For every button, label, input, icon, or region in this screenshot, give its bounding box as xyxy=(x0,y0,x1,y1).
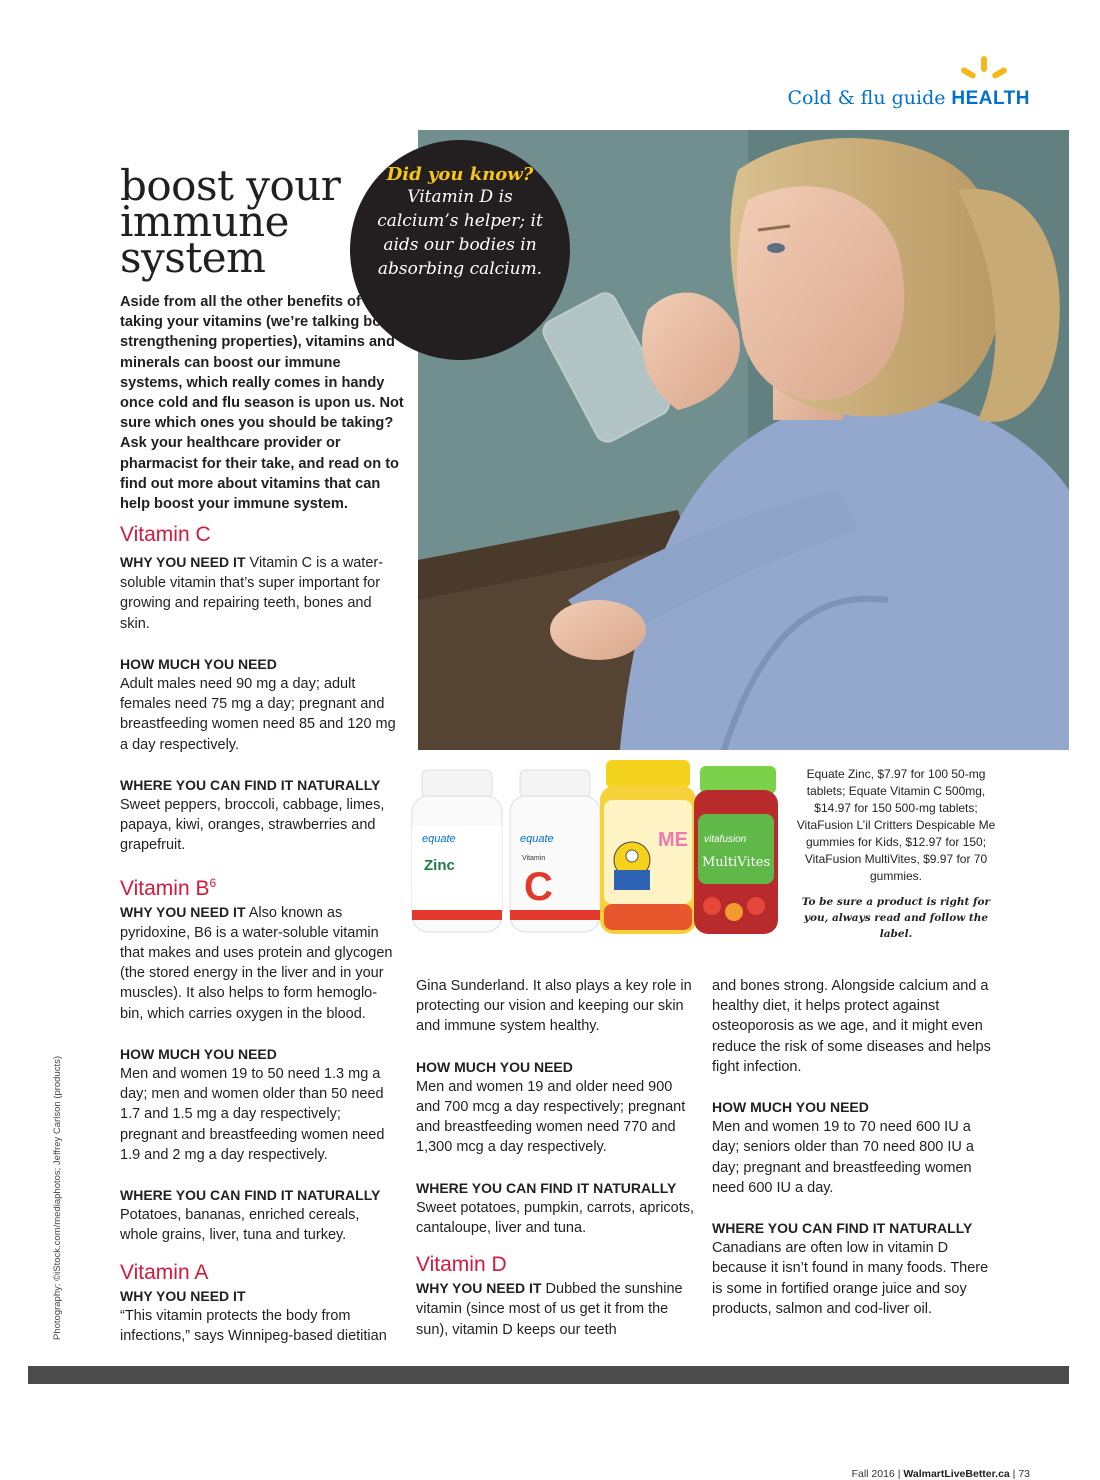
column-3 xyxy=(712,976,992,1319)
why-label: WHY YOU NEED IT xyxy=(120,903,246,920)
vitamin-c-why xyxy=(120,552,400,634)
photo-credit: Photography: ©iStock.com/mediaphotos; Jeffrey Carlson (products) xyxy=(52,1055,63,1340)
me-label: ME xyxy=(658,829,688,851)
where-label: WHERE YOU CAN FIND IT NATURALLY xyxy=(416,1179,677,1196)
vitamin-b6-how: Men and women 19 to 50 need 1.3 mg a day; men and women older than 50 need 1.7 and 1.5 mg a day respectively; pregnant and breastfeeding women need 1.9 and 2 mg a day respectively. xyxy=(120,1066,385,1163)
why-label: WHY YOU NEED IT xyxy=(416,1280,542,1297)
title-line: system xyxy=(120,233,266,282)
c-brand: equate xyxy=(520,833,554,845)
zinc-brand: equate xyxy=(422,833,456,845)
despicable-me-bottle xyxy=(600,760,696,934)
how-label: HOW MUCH YOU NEED xyxy=(120,655,277,672)
vitamin-b6-why xyxy=(120,902,400,1024)
issue-label: Fall 2016 xyxy=(851,1468,895,1480)
vitamin-a-why-continued: Gina Sunderland. It also plays a key role in protecting our vision and keeping our skin and immune system healthy. xyxy=(416,978,692,1035)
multi-brand: vitafusion xyxy=(704,834,747,845)
page-number: 73 xyxy=(1018,1468,1030,1480)
vitamin-c-bottle xyxy=(510,770,600,932)
how-label: HOW MUCH YOU NEED xyxy=(712,1099,869,1116)
vitamin-a-why: “This vitamin protects the body from infections,” says Winnipeg-based dietitian xyxy=(120,1307,387,1345)
products-caption: Equate Zinc, $7.97 for 100 50-mg tablets; Equate Vitamin C 500mg, $14.97 for 150 500-mg tablets; VitaFusion L’il Critters Despicable Me gummies for Kids, $12.97 for 150; VitaFusion MultiVites, $9.97 for 70 gummies. xyxy=(796,767,996,883)
why-text: Also known as pyridoxine, B6 is a water-soluble vitamin that makes and uses protein and glycogen (the stored energy in the liver and in your muscles). It also helps to form hemoglo-bin, which carries oxygen in the blood. xyxy=(120,904,393,1022)
multi-label: MultiVites xyxy=(702,855,771,870)
site-link[interactable]: WalmartLiveBetter.ca xyxy=(903,1468,1010,1480)
vitamin-b6-sup: 6 xyxy=(209,875,217,890)
how-label: HOW MUCH YOU NEED xyxy=(416,1058,573,1075)
walmart-spark-icon xyxy=(952,56,1016,96)
callout-heading: Did you know? xyxy=(386,164,534,185)
vitamin-a-how: Men and women 19 and older need 900 and 700 mcg a day respectively; pregnant and breastfeeding women need 770 and 1,300 mcg a day respectively. xyxy=(416,1078,686,1156)
vitamin-b6-heading xyxy=(120,870,400,902)
title-line: immune xyxy=(120,197,290,246)
zinc-label: Zinc xyxy=(424,857,455,874)
zinc-bottle xyxy=(412,770,502,932)
where-label: WHERE YOU CAN FIND IT NATURALLY xyxy=(120,1187,381,1204)
section-label: HEALTH xyxy=(951,88,1030,109)
column-1 xyxy=(120,522,400,1346)
vitamin-d-why xyxy=(416,1278,696,1340)
callout-text: Vitamin D is calcium’s helper; it aids our bodies in absorbing calcium. xyxy=(377,187,543,279)
vitamin-b6-where: Potatoes, bananas, enriched cereals, whole grains, liver, tuna and turkey. xyxy=(120,1207,360,1244)
why-label: WHY YOU NEED IT xyxy=(120,1287,246,1304)
products-note: To be sure a product is right for you, always read and follow the label. xyxy=(801,896,991,940)
vitamin-d-heading: Vitamin D xyxy=(416,1253,507,1277)
where-label: WHERE YOU CAN FIND IT NATURALLY xyxy=(712,1220,973,1237)
vitamin-d-how: Men and women 19 to 70 need 600 IU a day; seniors older than 70 need 800 IU a day; pregnant and breastfeeding women need 600 IU a day. xyxy=(712,1119,974,1196)
footer-bar xyxy=(28,1366,1069,1384)
article-intro: Aside from all the other benefits of taking your vitamins (we’re talking bone-strengthening properties), vitamins and minerals can boost our immune systems, which really comes in handy once cold and flu season is upon us. Not sure which ones you should be taking? Ask your healthcare provider or pharmacist for their take, and read on to find out more about vitamins that can help boost your immune system. xyxy=(120,294,404,513)
how-label: HOW MUCH YOU NEED xyxy=(120,1045,277,1062)
why-text: Vitamin C is a water-soluble vitamin that’s super important for growing and repairing teeth, bones and skin. xyxy=(120,555,384,632)
title-line: boost your xyxy=(120,161,341,210)
product-bottles xyxy=(408,760,780,936)
multivites-bottle xyxy=(694,766,778,934)
vitamin-a-where: Sweet potatoes, pumpkin, carrots, apricots, cantaloupe, liver and tuna. xyxy=(416,1199,695,1237)
vitamin-b6-name: Vitamin B xyxy=(120,876,210,900)
c-small: Vitamin xyxy=(522,855,546,862)
why-label: WHY YOU NEED IT xyxy=(120,554,246,570)
vitamin-d-where: Canadians are often low in vitamin D because it isn’t found in many foods. There is some in fortified orange juice and soy products, salmon and cod-liver oil. xyxy=(712,1240,989,1317)
guide-label: Cold & flu guide xyxy=(787,87,946,109)
where-label: WHERE YOU CAN FIND IT NATURALLY xyxy=(120,776,381,793)
column-2 xyxy=(416,976,696,1340)
c-label: C xyxy=(524,865,553,909)
vitamin-c-where: Sweet peppers, broccoli, cabbage, limes, papaya, kiwi, oranges, strawberries and grapefruit. xyxy=(120,797,385,854)
vitamin-c-heading: Vitamin C xyxy=(120,523,211,546)
why-text: Dubbed the sunshine vitamin (since most of us get it from the sun), vitamin D keeps our teeth xyxy=(416,1281,683,1338)
vitamin-c-how: Adult males need 90 mg a day; adult females need 75 mg a day; pregnant and breastfeeding women need 85 and 120 mg a day respectively. xyxy=(120,676,396,753)
vitamin-d-why-continued: and bones strong. Alongside calcium and a healthy diet, it helps protect against osteoporosis as we age, and it might even reduce the risk of some diseases and helps fight infection. xyxy=(712,978,991,1075)
page-footer: Fall 2016 | WalmartLiveBetter.ca | 73 xyxy=(851,1468,1030,1480)
vitamin-a-heading: Vitamin A xyxy=(120,1260,209,1284)
